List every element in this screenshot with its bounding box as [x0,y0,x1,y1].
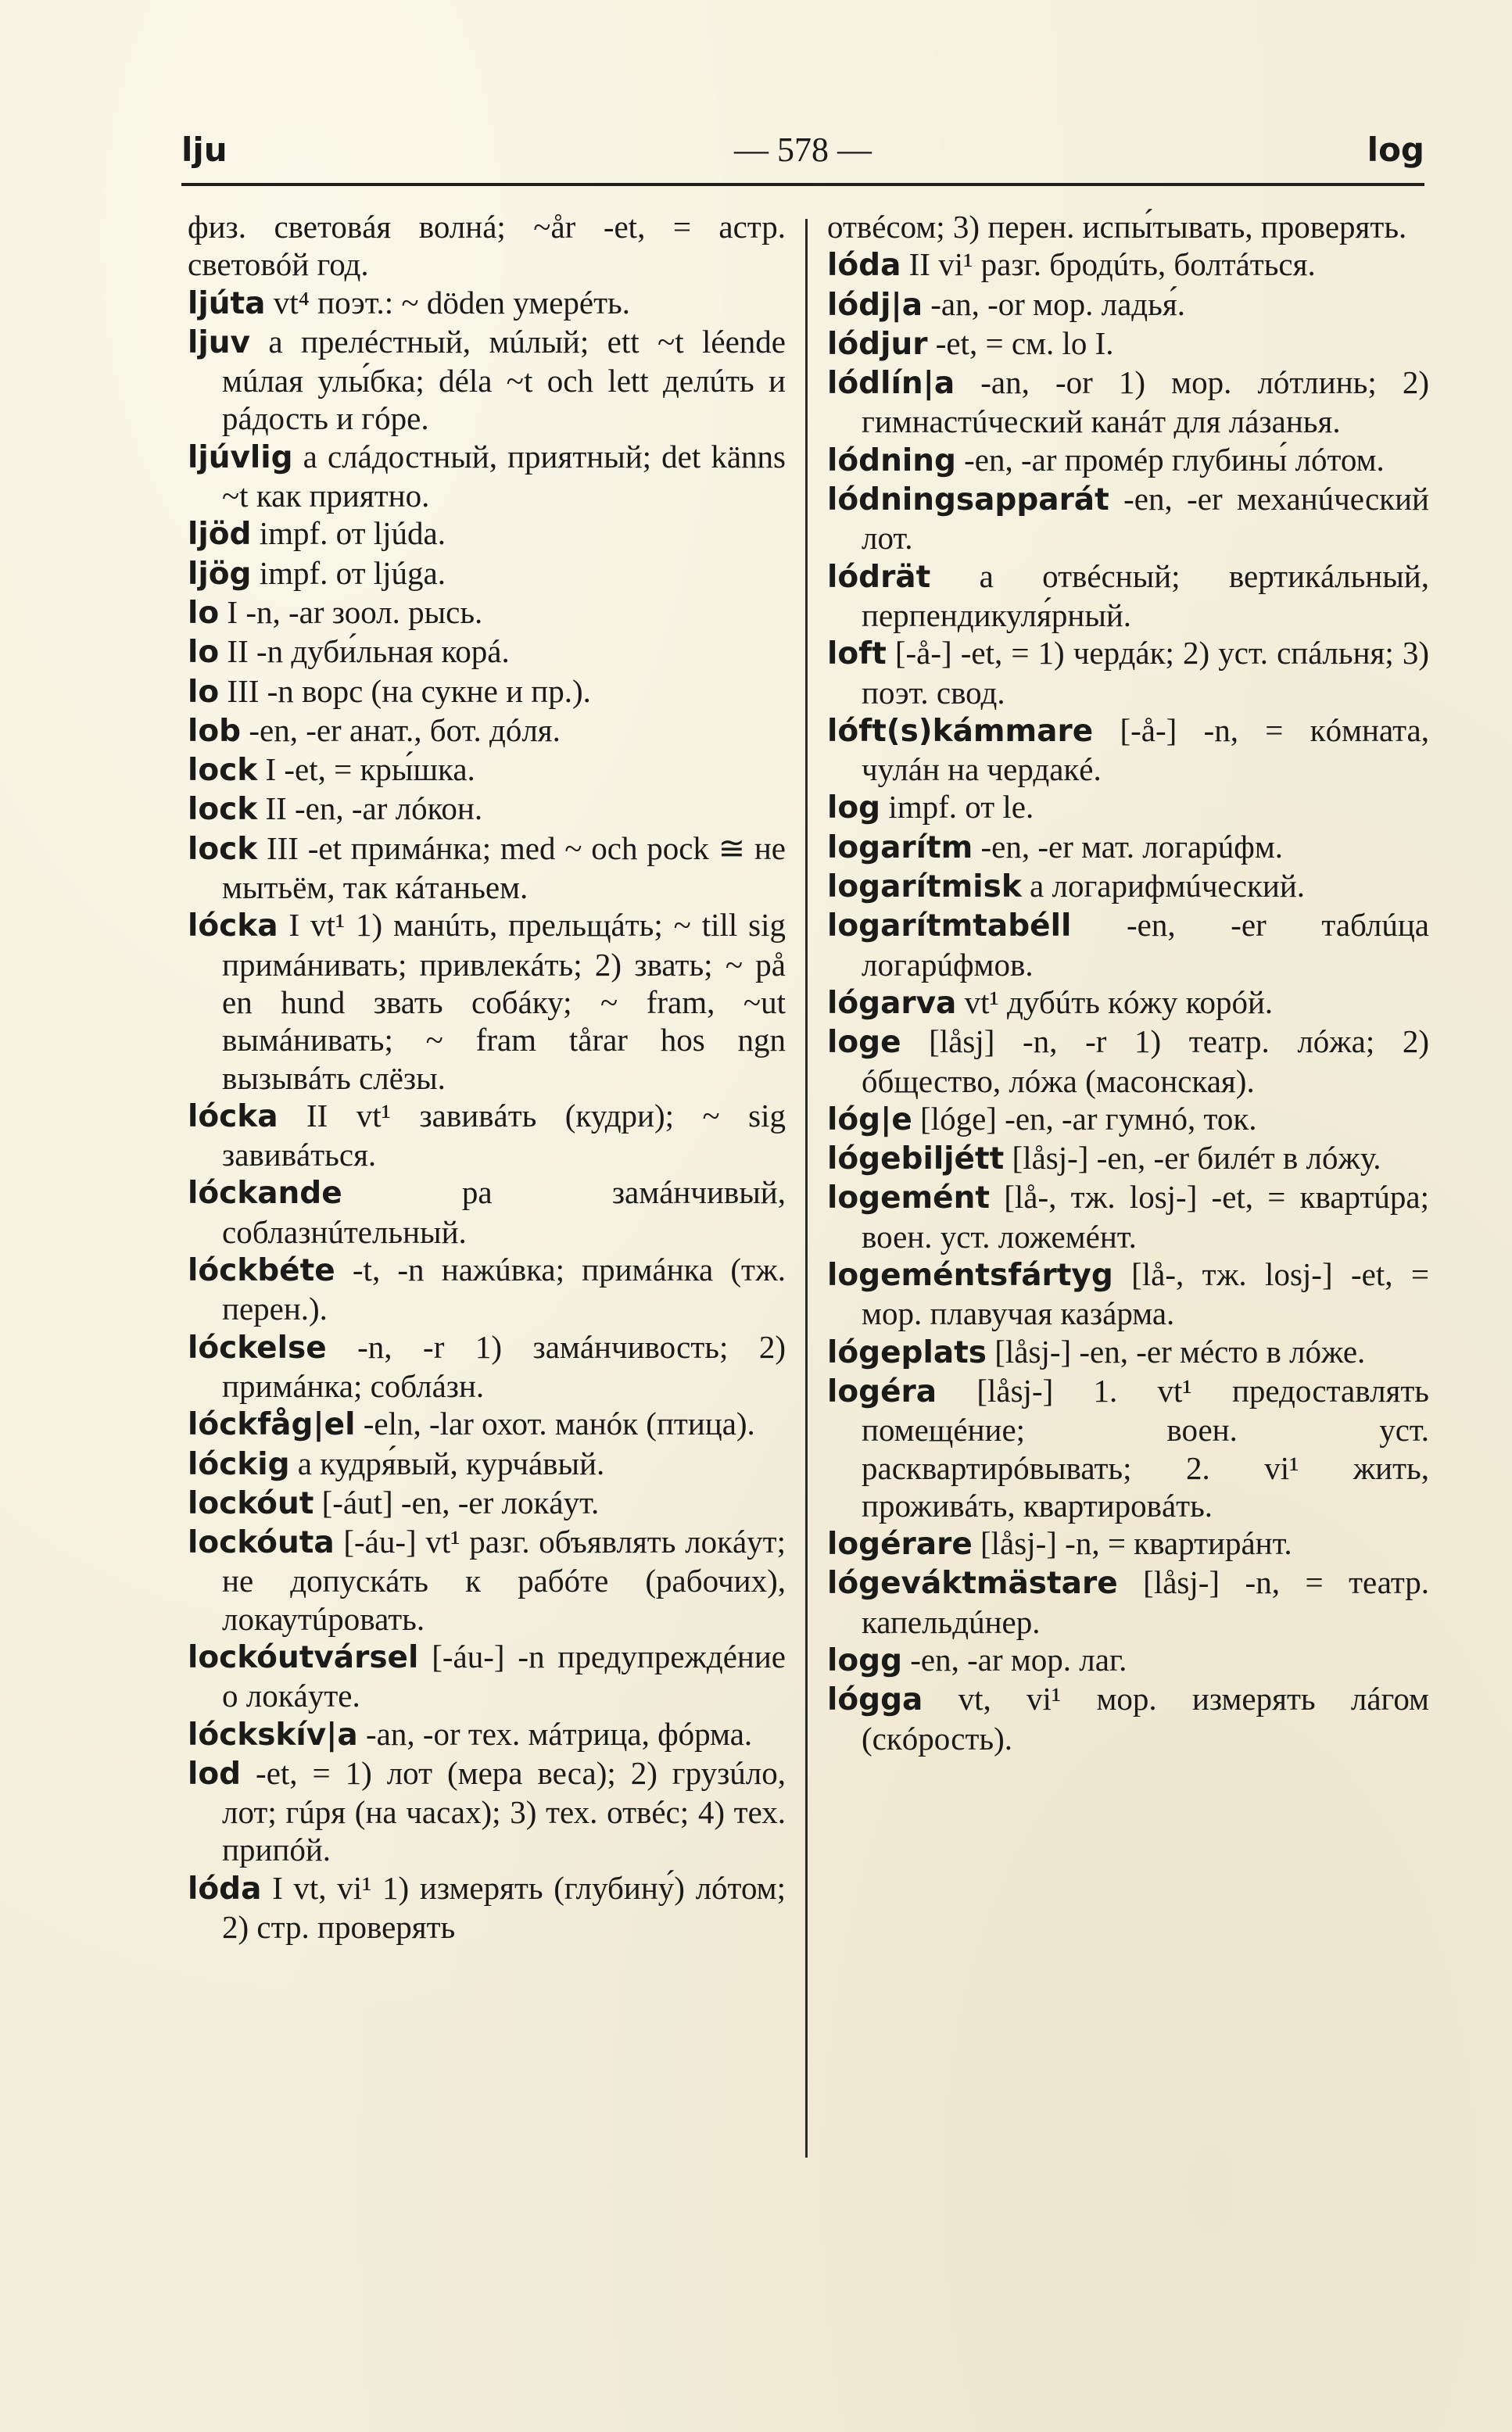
entry-headword: lógga [827,1682,923,1718]
entry-headword: lob [188,713,242,749]
dictionary-entry [188,829,786,907]
entry-headword: ljöd [188,517,252,553]
dictionary-entry [827,480,1429,557]
dictionary-entry [827,1680,1429,1757]
dictionary-entry [827,1178,1429,1255]
entry-definition: -et, = 1) лот (мера веса); 2) грузúло, лот; гúря (на часах); 3) тех. отвéс; 4) тех. припóй. [222,1754,786,1868]
page-header [181,127,1424,181]
entry-headword: ljúvlig [188,439,293,475]
entry-definition: [lå-, тж. losj-] -et, = квартúра; воен. уст. ложемéнт. [862,1179,1429,1255]
left-guide-word: lju [181,131,228,169]
entry-headword: lócka [188,1098,278,1134]
entry-headword: lóckskív|a [188,1717,358,1753]
dictionary-entry [188,672,786,711]
entry-definition: [-å-] -et, = 1) чердáк; 2) уст. спáльня; 3) поэт. свод. [862,635,1429,711]
entry-definition: [-áu-] -n предупреждéние о локáуте. [222,1638,786,1714]
dictionary-entry [188,284,786,323]
entry-definition: физ. световáя волнá; ~år -et, = астр. световóй год. [188,209,786,283]
entry-headword: lóckbéte [188,1253,335,1289]
dictionary-entry [827,1023,1429,1100]
entry-headword: lódning [827,442,956,478]
dictionary-entry [827,1372,1429,1524]
entry-definition: vt¹ дубúть кóжу корóй. [956,983,1274,1020]
entry-definition: [låsj-] -n, = квартирáнт. [972,1525,1292,1562]
entry-headword: lod [188,1756,242,1792]
entry-headword: lock [188,831,258,867]
entry-headword: lóda [188,1871,262,1907]
entry-definition: -eln, -lar охот. манóк (птица). [355,1406,755,1442]
entry-headword: lódlín|a [827,366,955,402]
dictionary-entry [188,1523,786,1638]
entry-definition: -en, -er мат. логарúфм. [973,828,1284,865]
entry-definition: [-å-] -n, = кóмната, чулáн на чердакé. [862,711,1429,788]
dictionary-entry [188,1715,786,1754]
entry-headword: lódjur [827,326,928,362]
entry-definition: -en, -er механúческий лот. [862,481,1429,557]
dictionary-entry [188,1328,786,1406]
dictionary-entry [188,593,786,632]
entry-definition: I vt, vi¹ 1) измерять (глубину́) лóтом; 2) стр. проверять [222,1869,786,1946]
dictionary-entry [188,554,786,593]
dictionary-entry [827,1563,1429,1641]
right-guide-word: log [1367,131,1424,169]
entry-definition: II -n дуби́льная корá. [219,633,510,670]
entry-definition: I vt¹ 1) манúть, прельщáть; ~ till sig примáнивать; привлекáть; 2) звать; ~ på en hund звать собáку; ~ fram, ~ut вымáнивать; ~ fram tårar hos ngn вызывáть слёзы. [222,907,786,1096]
entry-headword: logarítm [827,829,973,865]
entry-continuation [188,208,786,284]
entry-headword: lóft(s)kámmare [827,713,1094,749]
entry-definition: [låsj-] -en, -er билéт в лóжу. [1004,1140,1381,1177]
dictionary-entry [827,634,1429,711]
entry-definition: impf. от ljúda. [251,515,446,552]
dictionary-entry [188,1097,786,1174]
entry-headword: lóda [827,248,901,284]
dictionary-entry [188,438,786,515]
entry-definition: vt, vi¹ мор. измерять лáгом (скóрость). [862,1681,1429,1757]
dictionary-entry [827,711,1429,789]
entry-definition: [-áu-] vt¹ разг. объявлять локáут; не допускáть к рабóте (рабочих), локаутúровать. [222,1524,786,1637]
entry-definition: [lóge] -en, -ar гумнó, ток. [912,1100,1257,1137]
entry-headword: logéra [827,1374,937,1409]
entry-headword: lo [188,595,220,631]
dictionary-entry [188,1638,786,1715]
entry-definition: impf. от ljúga. [251,554,446,591]
dictionary-entry [188,790,786,829]
entry-definition: a логарифмúческий. [1021,868,1306,904]
entry-headword: lógeváktmästare [827,1566,1118,1602]
entry-headword: lógeplats [827,1334,987,1370]
entry-definition: II vt¹ завивáть (кудри); ~ sig завивáться. [222,1097,786,1173]
entry-headword: lódrät [827,559,931,595]
entry-headword: lócka [188,908,278,944]
entry-definition: -et, = см. lo I. [927,324,1114,361]
entry-definition: [låsj-] -en, -er мéсто в лóже. [987,1333,1366,1370]
entry-definition: -t, -n нажúвка; примáнка (тж. перен.). [222,1252,786,1327]
dictionary-entry [827,1524,1429,1563]
entry-headword: logemént [827,1180,991,1216]
dictionary-entry [188,514,786,553]
dictionary-entry [827,1139,1429,1178]
entry-definition: vt⁴ поэт.: ~ döden умерéть. [265,284,630,321]
entry-headword: logeméntsfártyg [827,1258,1113,1294]
entry-definition: -en, -er таблúца логарúфмов. [862,907,1429,983]
entry-definition: [-áut] -en, -er локáут. [314,1484,600,1520]
dictionary-entry [188,1405,786,1444]
dictionary-entry [827,1100,1429,1139]
entry-definition: impf. от le. [880,789,1034,826]
dictionary-entry [188,1445,786,1484]
entry-definition: -an, -or тех. мáтрица, фóрма. [357,1715,753,1752]
entry-headword: lo [188,635,220,671]
entry-definition: -en, -ar промéр глубины́ лóтом. [955,441,1385,478]
dictionary-entry [827,324,1429,364]
entry-definition: III -n ворс (на сукне и пр.). [219,672,591,709]
left-column [188,208,786,1946]
entry-definition: -n, -r 1) замáнчивость; 2) примáнка; соблáзн. [222,1328,786,1404]
entry-headword: lockóuta [188,1525,335,1561]
entry-headword: lódj|a [827,287,923,323]
dictionary-entry [188,1484,786,1523]
entry-definition: II vi¹ разг. бродúть, болтáться. [901,246,1316,283]
dictionary-entry [827,828,1429,867]
entry-headword: lóckfåg|el [188,1407,356,1443]
entry-definition: pa замáнчивый, соблазнúтельный. [222,1174,786,1250]
dictionary-entry [188,1869,786,1947]
dictionary-entry [827,788,1429,827]
entry-headword: lógebiljétt [827,1141,1005,1177]
entry-definition: [låsj-] -n, = театр. капельдúнер. [862,1564,1429,1640]
entry-headword: logarítmtabéll [827,908,1072,944]
entry-headword: ljuv [188,324,250,360]
dictionary-entry [188,906,786,1096]
dictionary-entry [188,323,786,438]
entry-headword: loge [827,1025,901,1061]
column-divider [805,219,808,2158]
dictionary-entry [827,557,1429,635]
entry-definition: -an, -or мор. ладья́. [923,285,1185,322]
dictionary-entry [188,632,786,672]
dictionary-entry [188,750,786,790]
dictionary-entry [827,906,1429,983]
entry-headword: lódningsapparát [827,482,1109,518]
entry-headword: lóg|e [827,1101,912,1137]
entry-headword: lockóutvársel [188,1639,419,1675]
dictionary-entry [827,1255,1429,1333]
entry-headword: ljúta [188,285,266,321]
dictionary-entry [827,285,1429,324]
dictionary-entry [188,711,786,750]
entry-definition: -an, -or 1) мор. лóтлинь; 2) гимнастúческий канáт для лáзанья. [862,364,1429,440]
dictionary-entry [827,245,1429,285]
entry-definition: отвéсом; 3) перен. испы́тывать, проверять. [827,209,1407,245]
dictionary-entry [827,1641,1429,1680]
entry-headword: logérare [827,1527,973,1563]
entry-definition: [låsj-] 1. vt¹ предоставлять помещéние; воен. уст. расквартирóвывать; 2. vi¹ жить, проживáть, квартировáть. [862,1372,1429,1524]
entry-headword: lock [188,753,258,789]
entry-headword: loft [827,636,887,672]
dictionary-entry [827,1333,1429,1372]
dictionary-entry [827,867,1429,906]
entry-headword: lo [188,674,220,710]
entry-headword: lóckelse [188,1330,327,1366]
entry-headword: lock [188,792,258,828]
entry-headword: logg [827,1642,902,1678]
entry-headword: lóckig [188,1446,290,1482]
entry-definition: III -et примáнка; med ~ och pock ≅ не мытьём, так кáтаньем. [222,829,786,906]
dictionary-entry [188,1251,786,1328]
dictionary-entry [827,983,1429,1023]
entry-definition: a отвéсный; вертикáльный, перпендикуля́рный. [862,557,1429,633]
entry-definition: I -et, = кры́шка. [257,751,475,788]
entry-continuation [827,208,1429,245]
entry-definition: II -en, -ar лóкон. [257,790,483,827]
entry-headword: ljög [188,556,252,592]
entry-headword: log [827,790,881,826]
dictionary-entry [827,441,1429,480]
entry-headword: lógarva [827,985,957,1021]
entry-definition: -en, -ar мор. лаг. [902,1641,1127,1678]
dictionary-entry [188,1754,786,1869]
entry-definition: a прелéстный, мúлый; ett ~t léende мúлая улы́бка; déla ~t och lett делúть и рáдость и гóре. [222,323,786,437]
page-number: — 578 — [734,131,872,169]
dictionary-entry [827,364,1429,441]
entry-definition: I -n, -ar зоол. рысь. [219,593,483,630]
entry-headword: lóckande [188,1176,342,1212]
entry-definition: [lå-, тж. losj-] -et, = мор. плавучая казáрма. [862,1256,1429,1332]
header-rule [181,183,1424,186]
right-column [827,208,1429,1757]
entry-headword: lockóut [188,1485,314,1521]
entry-definition: [låsj] -n, -r 1) театр. лóжа; 2) óбщество, лóжа (масонская). [862,1023,1429,1099]
entry-definition: a слáдостный, приятный; det känns ~t как приятно. [222,438,786,514]
entry-definition: a кудря́вый, курчáвый. [289,1445,605,1481]
dictionary-entry [188,1173,786,1251]
entry-headword: logarítmisk [827,869,1022,905]
entry-definition: -en, -er анат., бот. дóля. [241,711,561,748]
